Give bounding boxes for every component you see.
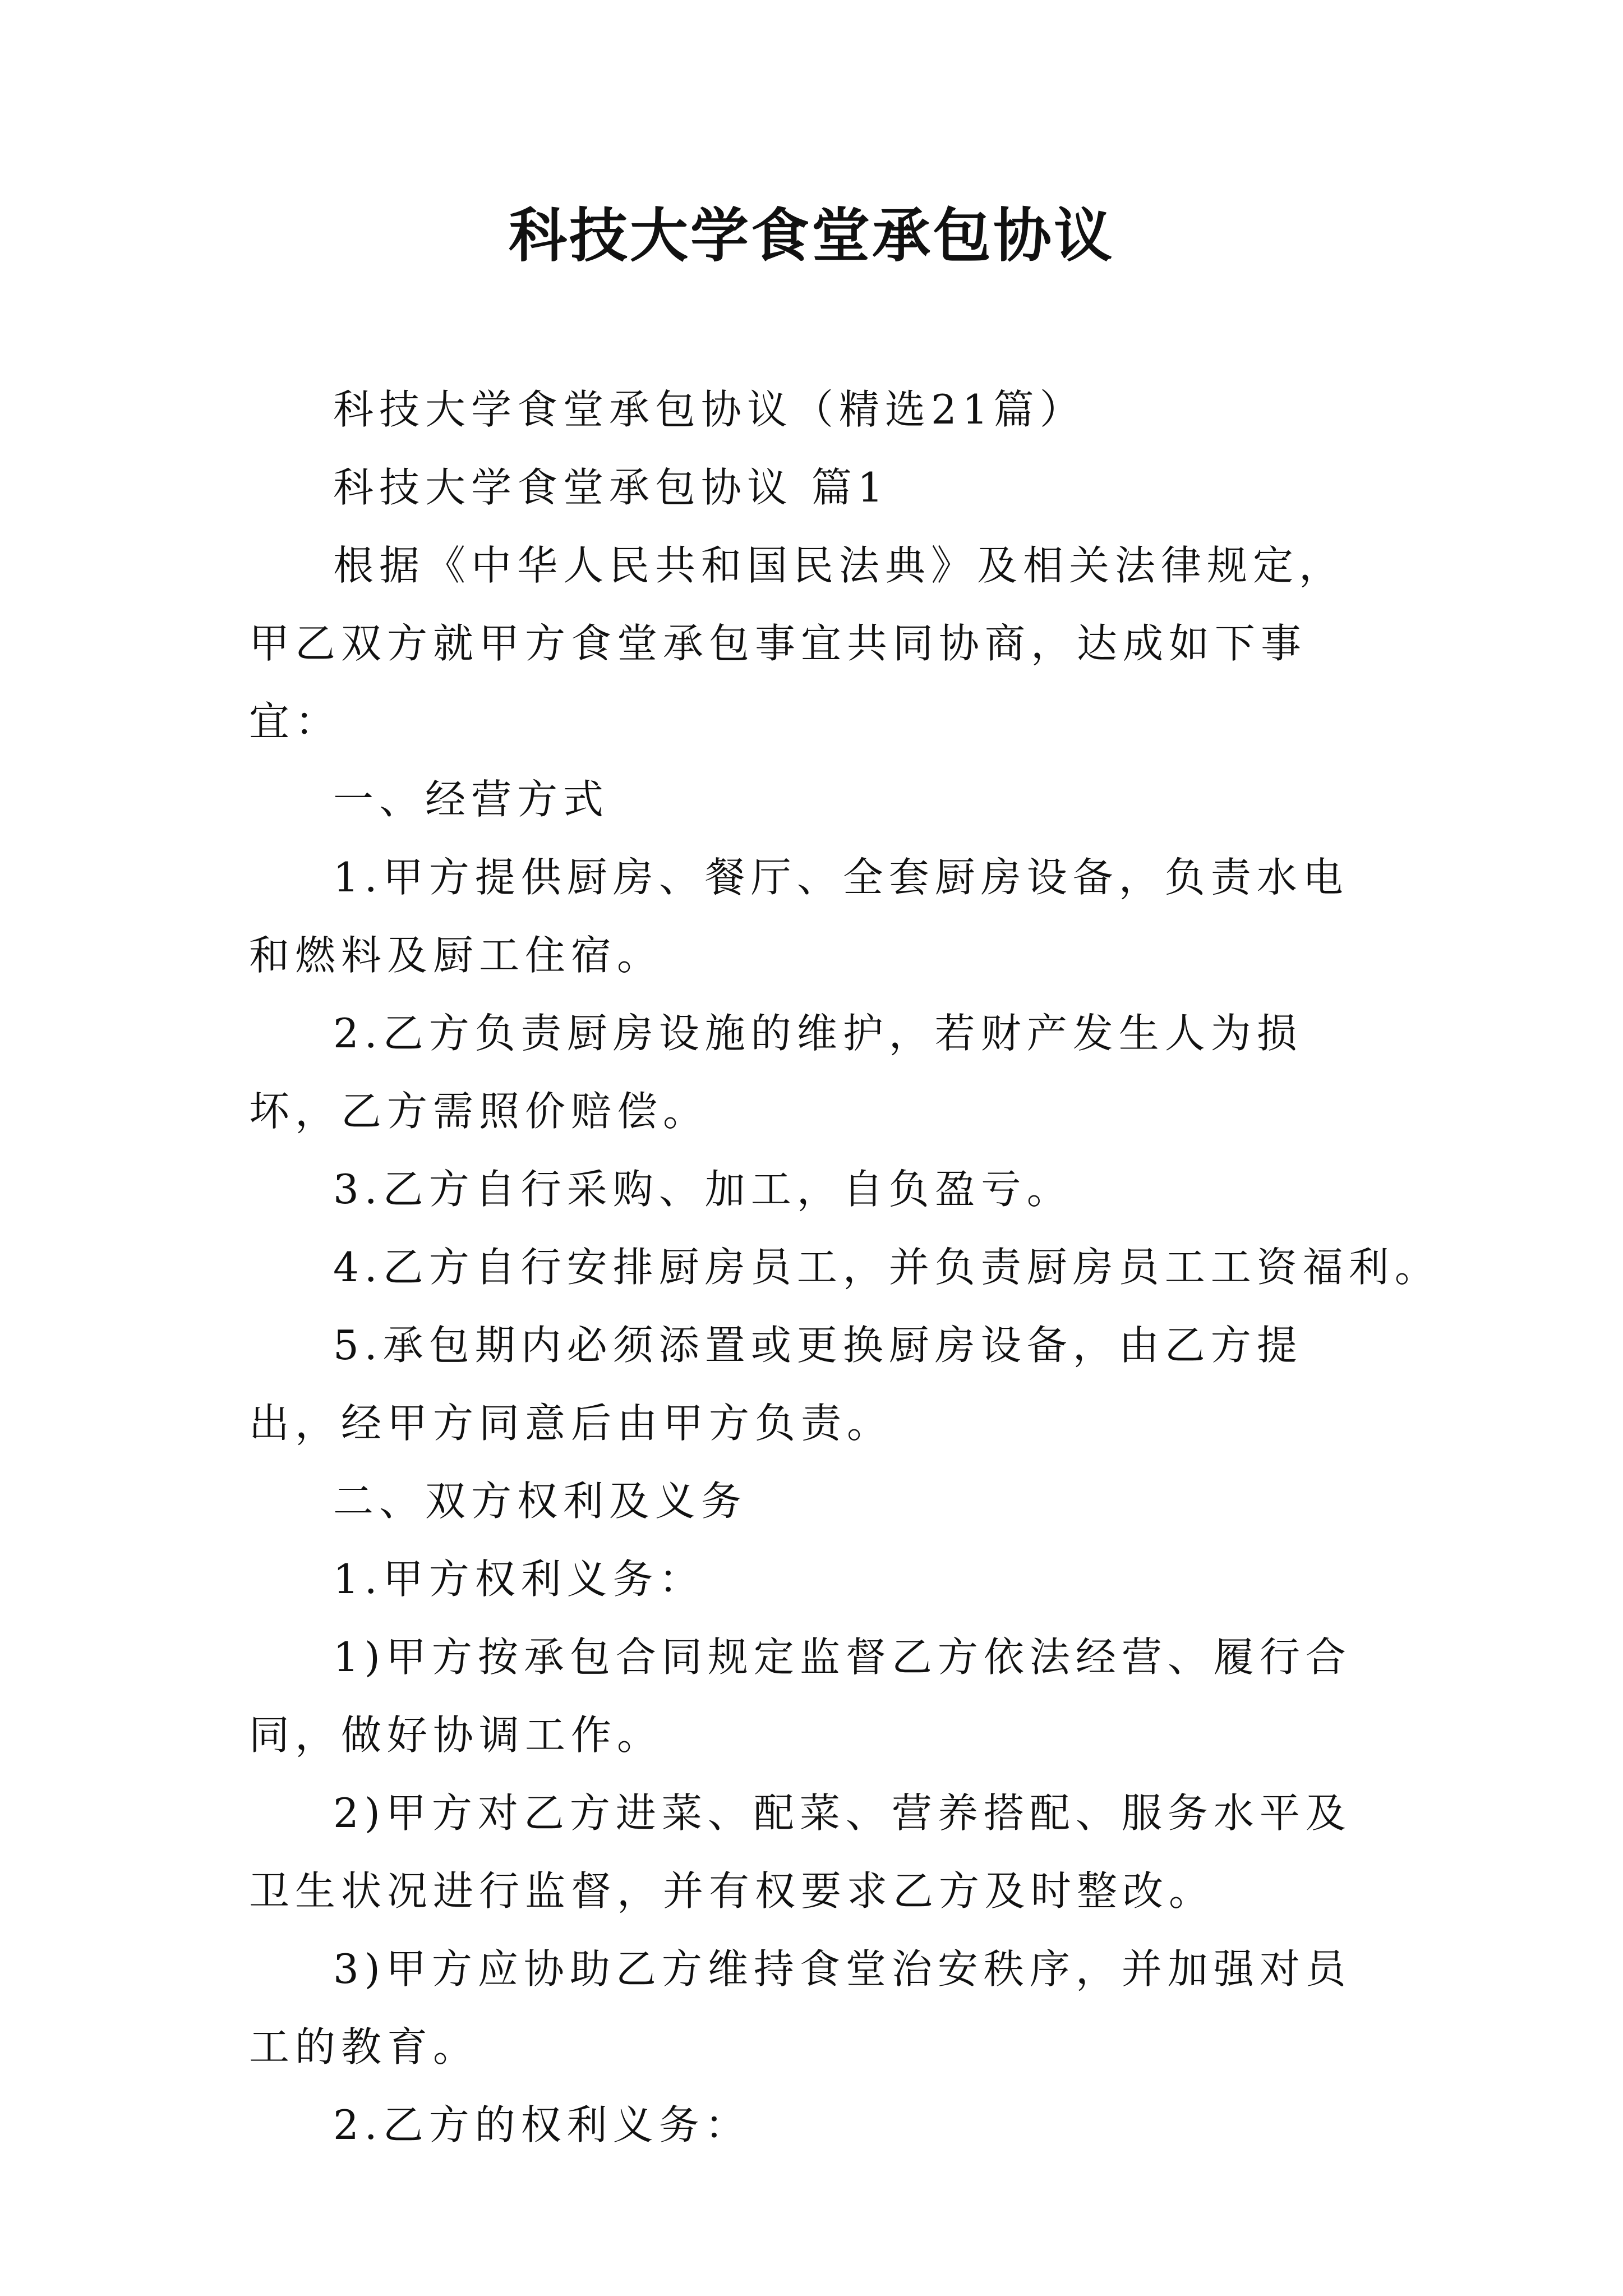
paragraph-clause: 3)甲方应协助乙方维持食堂治安秩序，并加强对员工的教育。 xyxy=(249,1945,1352,2070)
paragraph-clause: 1)甲方按承包合同规定监督乙方依法经营、履行合同，做好协调工作。 xyxy=(249,1634,1352,1759)
section-heading-rights: 二、双方权利及义务 xyxy=(333,1478,748,1525)
paragraph-subtitle: 科技大学食堂承包协议（精选21篇） xyxy=(333,386,1086,433)
document-title: 科技大学食堂承包协议 xyxy=(508,201,1114,270)
paragraph-clause: 5.承包期内必须添置或更换厨房设备，由乙方提出，经甲方同意后由甲方负责。 xyxy=(249,1322,1303,1447)
paragraph-preamble: 根据《中华人民共和国民法典》及相关法律规定，甲乙双方就甲方食堂承包事宜共同协商，达成如下事宜： xyxy=(249,542,1345,745)
paragraph-clause: 2)甲方对乙方进菜、配菜、营养搭配、服务水平及卫生状况进行监督，并有权要求乙方及时整改。 xyxy=(249,1789,1352,1915)
paragraph-clause: 1.甲方提供厨房、餐厅、全套厨房设备，负责水电和燃料及厨工住宿。 xyxy=(249,854,1349,979)
paragraph-subheading: 2.乙方的权利义务： xyxy=(333,2101,751,2148)
paragraph-subheading: 1.甲方权利义务： xyxy=(333,1556,705,1603)
paragraph-clause: 2.乙方负责厨房设施的维护，若财产发生人为损坏，乙方需照价赔偿。 xyxy=(249,1010,1303,1135)
section-heading-operation: 一、经营方式 xyxy=(333,776,610,823)
document-body xyxy=(249,371,1441,2164)
paragraph-clause: 4.乙方自行安排厨房员工，并负责厨房员工工资福利。 xyxy=(333,1244,1441,1291)
paragraph-clause: 3.乙方自行采购、加工，自负盈亏。 xyxy=(333,1166,1073,1213)
paragraph-article-heading: 科技大学食堂承包协议 篇1 xyxy=(333,464,889,511)
